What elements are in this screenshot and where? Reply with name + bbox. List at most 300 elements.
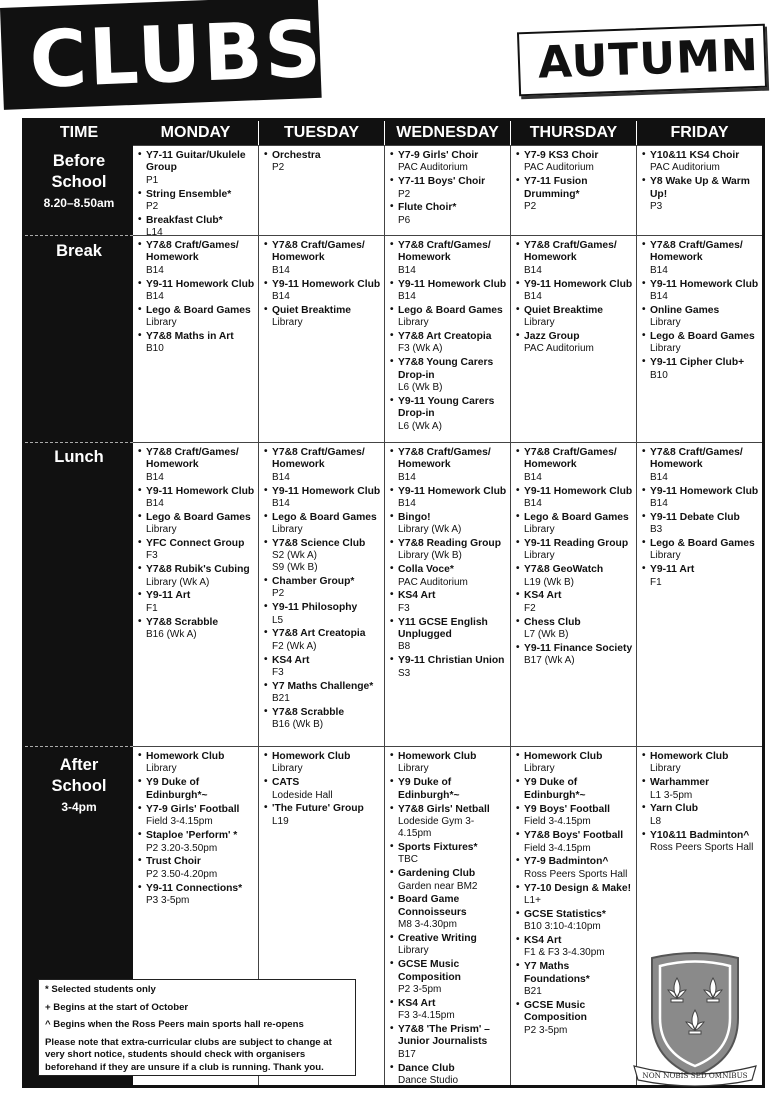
club-name: • Jazz Group bbox=[524, 331, 580, 343]
club-item bbox=[391, 240, 507, 277]
club-item bbox=[391, 959, 507, 996]
club-list bbox=[517, 150, 633, 213]
club-location: L7 (Wk B) bbox=[524, 629, 569, 641]
header-wednesday: WEDNESDAY bbox=[385, 121, 510, 145]
club-location: Library bbox=[650, 763, 681, 775]
club-list bbox=[643, 447, 759, 588]
club-name: • Y7-9 Girls' Football bbox=[146, 804, 240, 816]
club-name: • Sports Fixtures* bbox=[398, 842, 478, 854]
club-name: • Y9-11 Homework Club bbox=[272, 485, 381, 497]
club-name: • Y7&8 Craft/Games/ Homework bbox=[272, 447, 365, 471]
club-name: • Homework Club bbox=[524, 751, 603, 762]
club-location: Library (Wk B) bbox=[398, 550, 462, 562]
club-name: • GCSE Statistics* bbox=[524, 908, 606, 920]
club-name: • Y7-9 Badminton^ bbox=[524, 856, 609, 868]
time-divider bbox=[25, 442, 133, 443]
club-location: B14 bbox=[398, 264, 416, 276]
timetable bbox=[22, 118, 765, 1088]
club-location: P2 bbox=[272, 588, 285, 600]
club-location: F3 bbox=[272, 667, 284, 679]
club-item bbox=[391, 842, 507, 866]
club-name: • Y9-11 Finance Society bbox=[524, 642, 633, 654]
club-list bbox=[391, 751, 507, 1085]
club-name: • Homework Club bbox=[146, 751, 225, 762]
time-divider bbox=[25, 235, 133, 236]
club-name: • Flute Choir* bbox=[398, 202, 457, 214]
club-item bbox=[391, 894, 507, 931]
club-name: • Y7&8 Rubik's Cubing bbox=[146, 564, 250, 576]
footnotes-box bbox=[38, 979, 356, 1076]
club-name: • Quiet Breaktime bbox=[272, 304, 351, 316]
club-name: • Lego & Board Games bbox=[650, 538, 755, 550]
club-name: • Y7&8 Maths in Art bbox=[146, 331, 234, 343]
club-item bbox=[139, 305, 255, 329]
club-item bbox=[517, 564, 633, 588]
club-item bbox=[265, 150, 381, 174]
club-item bbox=[139, 215, 255, 236]
club-location: Garden near BM2 bbox=[398, 880, 478, 892]
club-item bbox=[391, 868, 507, 892]
club-item bbox=[643, 150, 759, 174]
club-location: L8 bbox=[650, 815, 662, 827]
club-name: • Gardening Club bbox=[398, 868, 476, 880]
club-item bbox=[517, 1000, 633, 1037]
club-item bbox=[517, 883, 633, 907]
club-item bbox=[265, 751, 381, 775]
club-item bbox=[517, 279, 633, 303]
club-name: • Y9-11 Connections* bbox=[146, 882, 243, 894]
club-item bbox=[265, 628, 381, 652]
club-name: • Trust Choir bbox=[146, 856, 201, 868]
club-name: • Y7&8 Craft/Games/ Homework bbox=[146, 447, 239, 471]
club-location: L6 (Wk A) bbox=[398, 420, 442, 432]
club-location: F2 bbox=[524, 602, 536, 614]
time-divider bbox=[25, 746, 133, 747]
club-item bbox=[139, 240, 255, 277]
club-name: • Quiet Breaktime bbox=[524, 304, 603, 316]
club-item bbox=[643, 447, 759, 484]
club-location: S3 bbox=[398, 667, 411, 679]
club-location: P2 bbox=[398, 188, 411, 200]
club-name: • GCSE Music Composition bbox=[524, 999, 587, 1024]
club-location: Library bbox=[272, 763, 303, 775]
club-location: B10 bbox=[146, 343, 164, 355]
club-item bbox=[391, 447, 507, 484]
row-label-break bbox=[25, 241, 133, 262]
cell-before-school-tuesday bbox=[259, 146, 384, 236]
club-item bbox=[391, 512, 507, 536]
club-name: • Y10&11 KS4 Choir bbox=[650, 150, 740, 161]
club-name: • Chamber Group* bbox=[272, 576, 355, 588]
club-item bbox=[643, 803, 759, 827]
club-item bbox=[517, 617, 633, 641]
club-location: F3 bbox=[398, 602, 410, 614]
club-location: B14 bbox=[272, 471, 290, 483]
club-location: Field 3-4.15pm bbox=[146, 816, 213, 828]
club-name: • Bingo! bbox=[398, 511, 431, 523]
club-name: • KS4 Art bbox=[398, 590, 436, 602]
club-item bbox=[517, 935, 633, 959]
club-list bbox=[391, 447, 507, 679]
time-column bbox=[25, 121, 133, 1085]
note-sports-hall: ^ Begins when the Ross Peers main sports hall re-opens bbox=[45, 1019, 304, 1031]
club-location: Library bbox=[272, 317, 303, 329]
club-name: • Y9-11 Homework Club bbox=[146, 278, 255, 290]
club-name: • Y9 Duke of Edinburgh*~ bbox=[398, 777, 460, 801]
club-location: F3 bbox=[146, 550, 158, 562]
club-item bbox=[517, 777, 633, 802]
club-item bbox=[517, 643, 633, 667]
club-item bbox=[391, 202, 507, 226]
club-item bbox=[391, 1024, 507, 1061]
club-list bbox=[391, 150, 507, 227]
club-list bbox=[391, 240, 507, 432]
club-item bbox=[391, 617, 507, 654]
row-label-text: Lunch bbox=[54, 448, 104, 466]
club-item bbox=[139, 538, 255, 562]
club-name: • Y7-11 Guitar/Ukulele Group bbox=[146, 150, 246, 174]
club-location: P2 3.50-4.20pm bbox=[146, 868, 218, 880]
club-name: • Y7&8 Art Creatopia bbox=[272, 628, 366, 640]
row-label-text: After bbox=[59, 756, 99, 774]
row-label-text: School bbox=[51, 777, 107, 795]
club-location: Ross Peers Sports Hall bbox=[650, 842, 754, 854]
club-item bbox=[265, 538, 381, 574]
club-item bbox=[139, 447, 255, 484]
club-item bbox=[391, 655, 507, 679]
club-item bbox=[517, 447, 633, 484]
club-item bbox=[391, 150, 507, 174]
club-location: Library (Wk A) bbox=[146, 576, 210, 588]
club-name: • Creative Writing bbox=[398, 933, 477, 945]
note-selected: * Selected students only bbox=[45, 984, 156, 995]
club-name: • Y9 Duke of Edinburgh*~ bbox=[146, 777, 208, 801]
row-label-text: Before bbox=[52, 152, 106, 170]
club-location: L19 bbox=[272, 815, 289, 827]
club-name: • Y7&8 Scrabble bbox=[272, 707, 345, 719]
club-item bbox=[517, 486, 633, 510]
club-location: B21 bbox=[272, 693, 290, 705]
header-tuesday: TUESDAY bbox=[259, 121, 384, 145]
club-location: L6 (Wk B) bbox=[398, 382, 443, 394]
club-item bbox=[517, 176, 633, 213]
club-item bbox=[643, 538, 759, 562]
cell-before-school-friday bbox=[637, 146, 762, 236]
cell-lunch-monday bbox=[133, 443, 258, 747]
club-name: • Lego & Board Games bbox=[650, 331, 755, 343]
club-item bbox=[643, 279, 759, 303]
club-item bbox=[139, 279, 255, 303]
cell-after-school-thursday bbox=[511, 747, 636, 1085]
club-location: F3 (Wk A) bbox=[398, 343, 443, 355]
club-name: • Lego & Board Games bbox=[524, 511, 629, 523]
cell-lunch-friday bbox=[637, 443, 762, 747]
club-location: P2 bbox=[146, 201, 159, 213]
club-name: • Y7&8 Science Club bbox=[272, 538, 366, 550]
club-name: • Y7&8 Girls' Netball bbox=[398, 804, 490, 816]
club-item bbox=[391, 538, 507, 562]
club-location: B14 bbox=[524, 291, 542, 303]
club-location: B14 bbox=[398, 498, 416, 510]
cell-break-monday bbox=[133, 236, 258, 443]
club-item bbox=[265, 512, 381, 536]
club-name: • Homework Club bbox=[398, 751, 477, 762]
club-location: P2 bbox=[272, 162, 285, 174]
club-location: Library bbox=[524, 550, 555, 562]
header-thursday: THURSDAY bbox=[511, 121, 636, 145]
club-name: • Y7-9 Girls' Choir bbox=[398, 150, 479, 161]
club-name: • Y7 Maths Challenge* bbox=[272, 680, 374, 692]
header-monday: MONDAY bbox=[133, 121, 258, 145]
cell-lunch-wednesday bbox=[385, 443, 510, 747]
club-location: Library bbox=[146, 524, 177, 536]
cell-break-wednesday bbox=[385, 236, 510, 443]
club-item bbox=[643, 331, 759, 355]
club-name: • Y7&8 Reading Group bbox=[398, 538, 501, 550]
club-item bbox=[517, 856, 633, 880]
club-item bbox=[139, 830, 255, 854]
cell-before-school-monday bbox=[133, 146, 258, 236]
club-item bbox=[517, 538, 633, 562]
club-item bbox=[517, 961, 633, 998]
club-item bbox=[139, 189, 255, 213]
club-location: B14 bbox=[524, 471, 542, 483]
page-title: CLUBS bbox=[28, 4, 325, 106]
club-list bbox=[265, 240, 381, 329]
club-location: TBC bbox=[398, 854, 418, 866]
club-item bbox=[643, 564, 759, 588]
club-item bbox=[517, 331, 633, 355]
club-location: Library bbox=[398, 945, 429, 957]
club-item bbox=[265, 576, 381, 600]
club-item bbox=[391, 1063, 507, 1085]
club-item bbox=[643, 777, 759, 801]
club-name: • Y8 Wake Up & Warm Up! bbox=[650, 176, 750, 200]
club-item bbox=[265, 655, 381, 679]
club-location: Lodeside Hall bbox=[272, 789, 333, 801]
club-name: • Y7 Maths Foundations* bbox=[524, 961, 590, 985]
club-location: Ross Peers Sports Hall bbox=[524, 868, 628, 880]
cell-after-school-wednesday bbox=[385, 747, 510, 1085]
club-list bbox=[517, 240, 633, 355]
club-name: • Y9-11 Homework Club bbox=[524, 485, 633, 497]
cell-break-tuesday bbox=[259, 236, 384, 443]
club-location: PAC Auditorium bbox=[524, 343, 594, 355]
club-name: • Homework Club bbox=[272, 751, 351, 762]
club-item bbox=[391, 396, 507, 433]
club-name: • Staploe 'Perform' * bbox=[146, 830, 238, 842]
club-location: B14 bbox=[398, 471, 416, 483]
club-location: Library bbox=[524, 524, 555, 536]
season-label: AUTUMN bbox=[537, 29, 760, 89]
club-list bbox=[517, 751, 633, 1036]
row-label-after-school bbox=[25, 755, 133, 814]
club-item bbox=[517, 305, 633, 329]
club-name: • Y7-9 KS3 Choir bbox=[524, 150, 599, 161]
row-label-before-school bbox=[25, 151, 133, 210]
club-list bbox=[139, 240, 255, 355]
club-location: B14 bbox=[650, 291, 668, 303]
club-name: • Homework Club bbox=[650, 751, 729, 762]
club-item bbox=[391, 305, 507, 329]
row-label-lunch bbox=[25, 447, 133, 468]
club-location: B10 3:10-4:10pm bbox=[524, 921, 601, 933]
club-item bbox=[391, 933, 507, 957]
club-name: • Y7&8 Craft/Games/ Homework bbox=[398, 240, 491, 264]
club-list bbox=[139, 447, 255, 641]
club-name: • Orchestra bbox=[272, 150, 321, 161]
club-name: • Colla Voce* bbox=[398, 564, 454, 576]
header-friday: FRIDAY bbox=[637, 121, 762, 145]
club-location: P1 bbox=[146, 174, 159, 186]
cell-lunch-tuesday bbox=[259, 443, 384, 747]
club-name: • Yarn Club bbox=[650, 803, 699, 815]
club-name: • Y7&8 GeoWatch bbox=[524, 564, 604, 576]
club-name: • Y7&8 Craft/Games/ Homework bbox=[650, 447, 743, 471]
cell-break-thursday bbox=[511, 236, 636, 443]
club-name: • Y7&8 Craft/Games/ Homework bbox=[524, 447, 617, 471]
club-name: • Y9-11 Philosophy bbox=[272, 602, 358, 614]
club-list bbox=[265, 150, 381, 174]
club-location: B17 (Wk A) bbox=[524, 655, 575, 667]
club-name: • Y9-11 Reading Group bbox=[524, 538, 629, 550]
club-item bbox=[517, 590, 633, 614]
club-name: • Y9-11 Homework Club bbox=[398, 485, 507, 497]
club-item bbox=[391, 804, 507, 840]
club-name: • Y7&8 'The Prism' – Junior Journalists bbox=[398, 1024, 490, 1048]
club-item bbox=[139, 617, 255, 641]
club-location: PAC Auditorium bbox=[524, 162, 594, 174]
club-location: Library bbox=[272, 524, 303, 536]
club-name: • Y7&8 Art Creatopia bbox=[398, 331, 492, 343]
club-location: L1 3-5pm bbox=[650, 789, 693, 801]
club-location: Library bbox=[650, 317, 681, 329]
club-location: B16 (Wk B) bbox=[272, 719, 324, 731]
club-name: • Board Game Connoisseurs bbox=[398, 894, 467, 918]
club-item bbox=[391, 176, 507, 200]
club-location: Field 3-4.15pm bbox=[524, 842, 591, 854]
club-item bbox=[139, 777, 255, 802]
club-item bbox=[643, 512, 759, 536]
cell-before-school-thursday bbox=[511, 146, 636, 236]
club-item bbox=[391, 486, 507, 510]
club-list bbox=[265, 751, 381, 828]
club-location: P3 bbox=[650, 201, 663, 213]
club-location: B14 bbox=[146, 498, 164, 510]
club-item bbox=[265, 803, 381, 827]
club-list bbox=[139, 751, 255, 907]
club-name: • KS4 Art bbox=[398, 997, 436, 1009]
club-name: • Dance Club bbox=[398, 1062, 455, 1074]
club-name: • YFC Connect Group bbox=[146, 538, 245, 550]
header-time: TIME bbox=[25, 121, 133, 145]
club-location: B3 bbox=[650, 524, 663, 536]
club-item bbox=[391, 564, 507, 588]
club-item bbox=[265, 602, 381, 626]
club-name: • KS4 Art bbox=[524, 590, 562, 602]
club-location: Library bbox=[146, 317, 177, 329]
club-item bbox=[265, 240, 381, 277]
club-name: • Lego & Board Games bbox=[146, 304, 251, 316]
club-item bbox=[517, 150, 633, 174]
club-name: • Y9-11 Homework Club bbox=[146, 485, 255, 497]
club-location: P2 3.20-3.50pm bbox=[146, 842, 218, 854]
season-label-box bbox=[517, 24, 767, 97]
club-location: Library (Wk A) bbox=[398, 524, 462, 536]
club-item bbox=[643, 751, 759, 775]
club-name: • Y9-11 Art bbox=[146, 590, 191, 602]
club-name: • Y7&8 Craft/Games/ Homework bbox=[146, 240, 239, 264]
club-item bbox=[139, 751, 255, 775]
club-item bbox=[391, 590, 507, 614]
club-location: B14 bbox=[524, 264, 542, 276]
club-item bbox=[517, 909, 633, 933]
club-location: B14 bbox=[272, 498, 290, 510]
club-location: B17 bbox=[398, 1048, 416, 1060]
club-name: • Y9 Duke of Edinburgh*~ bbox=[524, 777, 586, 801]
club-location: Library bbox=[146, 763, 177, 775]
note-october: + Begins at the start of October bbox=[45, 1001, 189, 1013]
club-list bbox=[643, 240, 759, 381]
club-item bbox=[139, 486, 255, 510]
club-name: • Y7&8 Boys' Football bbox=[524, 830, 624, 842]
club-name: • Y7-11 Fusion Drumming* bbox=[524, 176, 588, 200]
club-location: F2 (Wk A) bbox=[272, 640, 317, 652]
club-item bbox=[139, 512, 255, 536]
club-name: • Online Games bbox=[650, 304, 720, 316]
club-location: P2 3-5pm bbox=[524, 1024, 568, 1036]
club-item bbox=[139, 883, 255, 907]
club-location: Library bbox=[524, 317, 555, 329]
club-name: • KS4 Art bbox=[524, 935, 562, 947]
club-item bbox=[265, 486, 381, 510]
club-name: • Y9-11 Young Carers Drop-in bbox=[398, 395, 495, 420]
club-location: Library bbox=[398, 317, 429, 329]
club-name: • GCSE Music Composition bbox=[398, 959, 461, 983]
club-name: • Y7&8 Craft/Games/ Homework bbox=[272, 240, 365, 264]
club-name: • String Ensemble* bbox=[146, 188, 232, 200]
club-item bbox=[643, 357, 759, 381]
club-item bbox=[517, 830, 633, 854]
club-item bbox=[139, 564, 255, 588]
club-name: • KS4 Art bbox=[272, 654, 310, 666]
club-item bbox=[265, 777, 381, 801]
club-location: F1 bbox=[146, 602, 158, 614]
club-location: Field 3-4.15pm bbox=[524, 816, 591, 828]
club-item bbox=[391, 331, 507, 355]
club-name: • Y7&8 Young Carers Drop-in bbox=[398, 357, 494, 381]
club-item bbox=[643, 305, 759, 329]
club-name: • Y11 GCSE English Unplugged bbox=[398, 616, 488, 641]
club-location: Lodeside Gym 3-4.15pm bbox=[398, 816, 475, 840]
row-time: 8.20–8.50am bbox=[43, 196, 115, 210]
club-location: B14 bbox=[398, 291, 416, 303]
club-item bbox=[139, 590, 255, 614]
club-item bbox=[643, 830, 759, 854]
club-list bbox=[517, 447, 633, 667]
club-item bbox=[265, 447, 381, 484]
club-location: P2 bbox=[524, 201, 537, 213]
club-item bbox=[265, 681, 381, 705]
club-location: B21 bbox=[524, 986, 542, 998]
club-item bbox=[139, 331, 255, 355]
club-item bbox=[517, 751, 633, 775]
school-crest-icon bbox=[630, 948, 760, 1088]
club-name: • Y9-11 Homework Club bbox=[398, 278, 507, 290]
club-location: B14 bbox=[146, 291, 164, 303]
club-location: L14 bbox=[146, 227, 163, 236]
club-item bbox=[265, 707, 381, 731]
